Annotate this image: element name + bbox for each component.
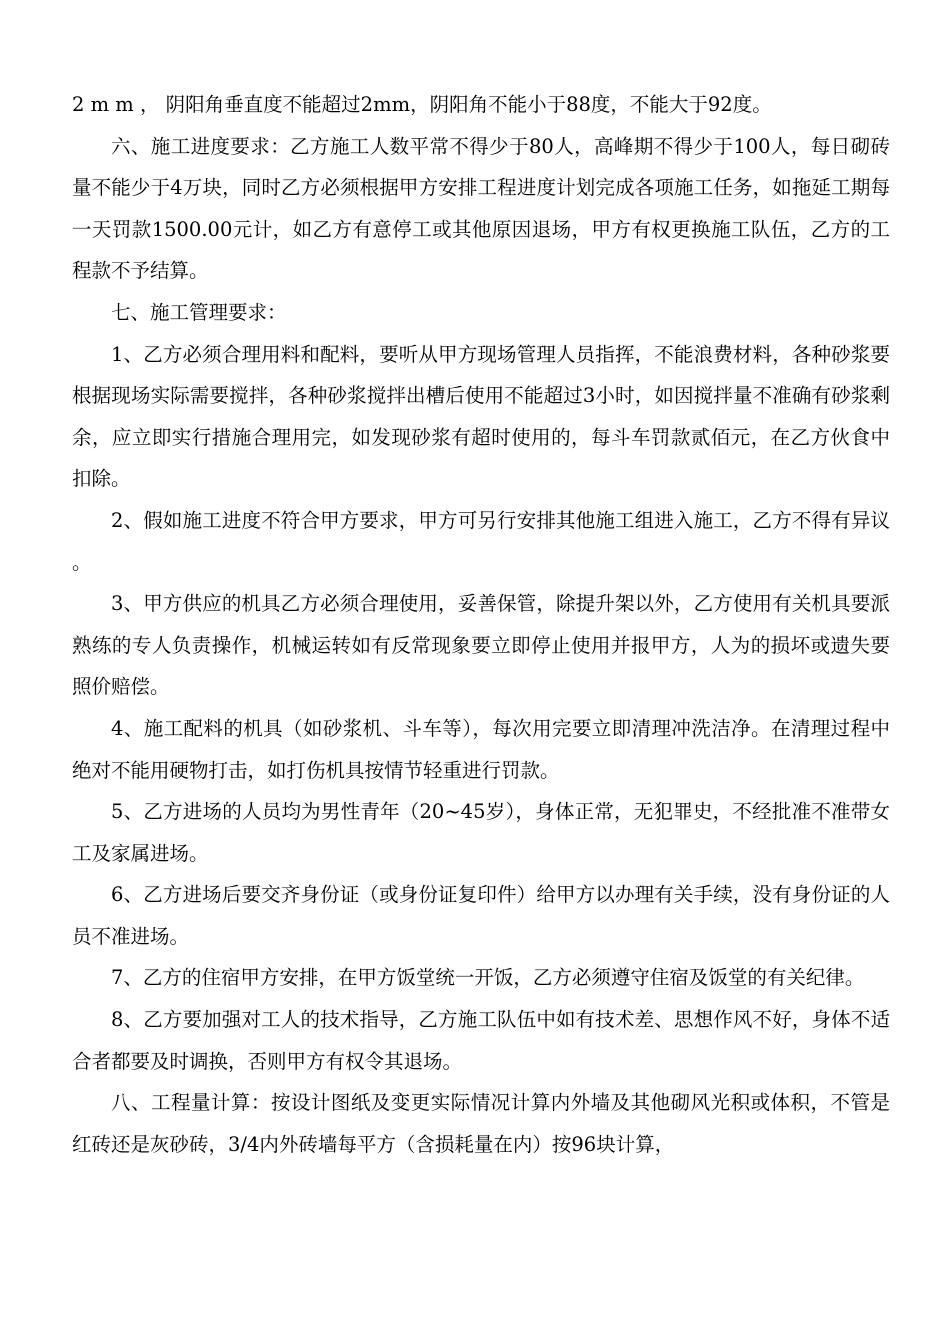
paragraph-item-3-equipment: 3、甲方供应的机具乙方必须合理使用，妥善保管，除提升架以外，乙方使用有关机具要派熟练的专人负责操作，机械运转如有反常现象要立即停止使用并报甲方，人为的损坏或遗失要照价赔偿。 xyxy=(72,592,890,699)
paragraph-item-7-accommodation: 7、乙方的住宿甲方安排，在甲方饭堂统一开饭，乙方必须遵守住宿及饭堂的有关纪律。 xyxy=(111,966,865,990)
paragraph-section-8-quantities: 八、工程量计算：按设计图纸及变更实际情况计算内外墙及其他砌风光积或体积，不管是红砖还是灰砂砖，3/4内外砖墙每平方（含损耗量在内）按96块计算， xyxy=(72,1091,890,1156)
paragraph-tolerance-angles: 2 m m ， 阴阳角垂直度不能超过2mm，阴阳角不能小于88度，不能大于92度。 xyxy=(72,93,772,116)
paragraph-item-8-technical: 8、乙方要加强对工人的技术指导，乙方施工队伍中如有技术差、思想作风不好，身体不适合者都要及时调换，否则甲方有权令其退场。 xyxy=(72,1008,890,1073)
paragraph-item-4-cleaning: 4、施工配料的机具（如砂浆机、斗车等），每次用完要立即清理冲洗洁净。在清理过程中绝对不能用硬物打击，如打伤机具按情节轻重进行罚款。 xyxy=(72,716,890,782)
document-body xyxy=(72,84,890,1165)
paragraph-item-2-progress: 2、假如施工进度不符合甲方要求，甲方可另行安排其他施工组进入施工，乙方不得有异议。 xyxy=(72,508,890,574)
paragraph-item-6-id-cards: 6、乙方进场后要交齐身份证（或身份证复印件）给甲方以办理有关手续，没有身份证的人员不准进场。 xyxy=(72,883,890,948)
paragraph-item-1-materials: 1、乙方必须合理用料和配料，要听从甲方现场管理人员指挥，不能浪费材料，各种砂浆要根据现场实际需要搅拌，各种砂浆搅拌出槽后使用不能超过3小时，如因搅拌量不准确有砂浆剩余，应立即实行措施合理用完，如发现砂浆有超时使用的，每斗车罚款贰佰元，在乙方伙食中扣除。 xyxy=(72,342,890,491)
paragraph-item-5-personnel: 5、乙方进场的人员均为男性青年（20~45岁），身体正常，无犯罪史，不经批准不准带女工及家属进场。 xyxy=(72,800,890,865)
paragraph-section-6-schedule: 六、施工进度要求：乙方施工人数平常不得少于80人，高峰期不得少于100人，每日砌砖量不能少于4万块，同时乙方必须根据甲方安排工程进度计划完成各项施工任务，如拖延工期每一天罚款1500.00元计，如乙方有意停工或其他原因退场，甲方有权更换施工队伍，乙方的工程款不予结算。 xyxy=(72,134,890,283)
paragraph-section-7-heading: 七、施工管理要求： xyxy=(111,300,287,324)
